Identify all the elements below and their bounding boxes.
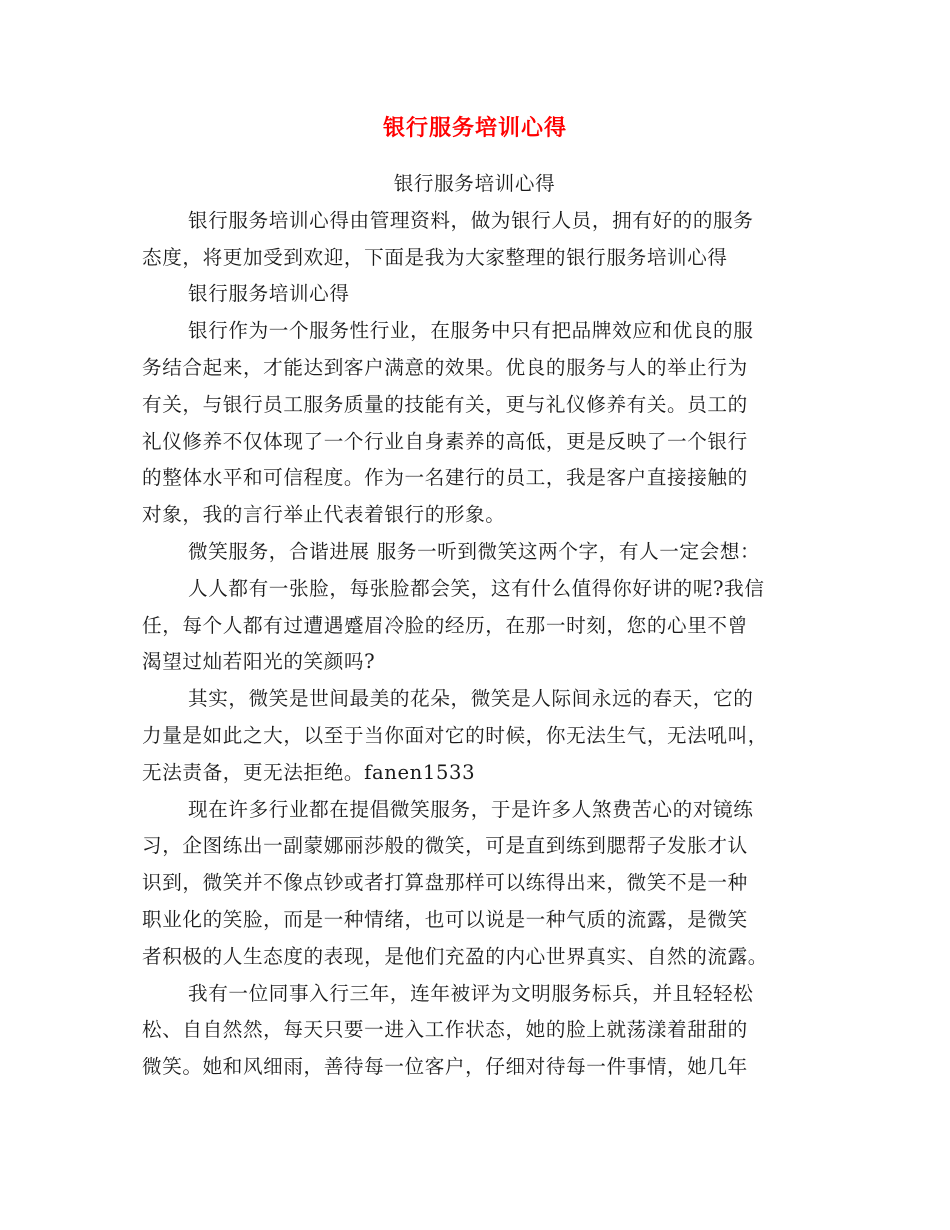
- paragraph-line: 识到，微笑并不像点钞或者打算盘那样可以练得出来，微笑不是一种: [142, 871, 748, 895]
- paragraph-line: 任，每个人都有过遭遇蹙眉冷脸的经历，在那一时刻，您的心里不曾: [142, 613, 748, 637]
- paragraph-line: 其实，微笑是世间最美的花朵，微笑是人际间永远的春天，它的: [188, 687, 754, 711]
- paragraph-line: 对象，我的言行举止代表着银行的形象。: [142, 503, 506, 527]
- paragraph-line: 力量是如此之大，以至于当你面对它的时候，你无法生气，无法吼叫，: [142, 723, 769, 747]
- paragraph-line: 渴望过灿若阳光的笑颜吗?: [142, 650, 376, 674]
- paragraph-line: 现在许多行业都在提倡微笑服务，于是许多人煞费苦心的对镜练: [188, 797, 754, 821]
- paragraph-line: 的整体水平和可信程度。作为一名建行的员工，我是客户直接接触的: [142, 466, 748, 490]
- paragraph-line: 态度，将更加受到欢迎，下面是我为大家整理的银行服务培训心得: [142, 245, 728, 269]
- paragraph-line: 人人都有一张脸，每张脸都会笑，这有什么值得你好讲的呢?我信: [188, 576, 765, 600]
- document-title: 银行服务培训心得: [382, 115, 567, 141]
- paragraph-line: 我有一位同事入行三年，连年被评为文明服务标兵，并且轻轻松: [188, 981, 754, 1005]
- paragraph-line: 习，企图练出一副蒙娜丽莎般的微笑，可是直到练到腮帮子发胀才认: [142, 834, 748, 858]
- paragraph-line: 微笑。她和风细雨，善待每一位客户，仔细对待每一件事情，她几年: [142, 1055, 748, 1079]
- paragraph-line: 银行服务培训心得由管理资料，做为银行人员，拥有好的的服务: [188, 208, 754, 232]
- paragraph-line: 礼仪修养不仅体现了一个行业自身素养的高低，更是反映了一个银行: [142, 429, 748, 453]
- paragraph-line: 松、自自然然，每天只要一进入工作状态，她的脸上就荡漾着甜甜的: [142, 1018, 748, 1042]
- paragraph-line: 有关，与银行员工服务质量的技能有关，更与礼仪修养有关。员工的: [142, 392, 748, 416]
- document-subtitle: 银行服务培训心得: [393, 172, 556, 195]
- paragraph-line: 微笑服务，合谐进展 服务一听到微笑这两个字，有人一定会想：: [188, 539, 761, 563]
- document-body: [142, 166, 807, 1086]
- paragraph-line: 者积极的人生态度的表现，是他们充盈的内心世界真实、自然的流露。: [142, 944, 769, 968]
- paragraph-line: 无法责备，更无法拒绝。fanen1533: [142, 760, 476, 784]
- paragraph-line: 银行服务培训心得: [188, 282, 350, 306]
- paragraph-line: 务结合起来，才能达到客户满意的效果。优良的服务与人的举止行为: [142, 355, 748, 379]
- paragraph-line: 银行作为一个服务性行业，在服务中只有把品牌效应和优良的服: [188, 319, 754, 343]
- paragraph-line: 职业化的笑脸，而是一种情绪，也可以说是一种气质的流露，是微笑: [142, 907, 748, 931]
